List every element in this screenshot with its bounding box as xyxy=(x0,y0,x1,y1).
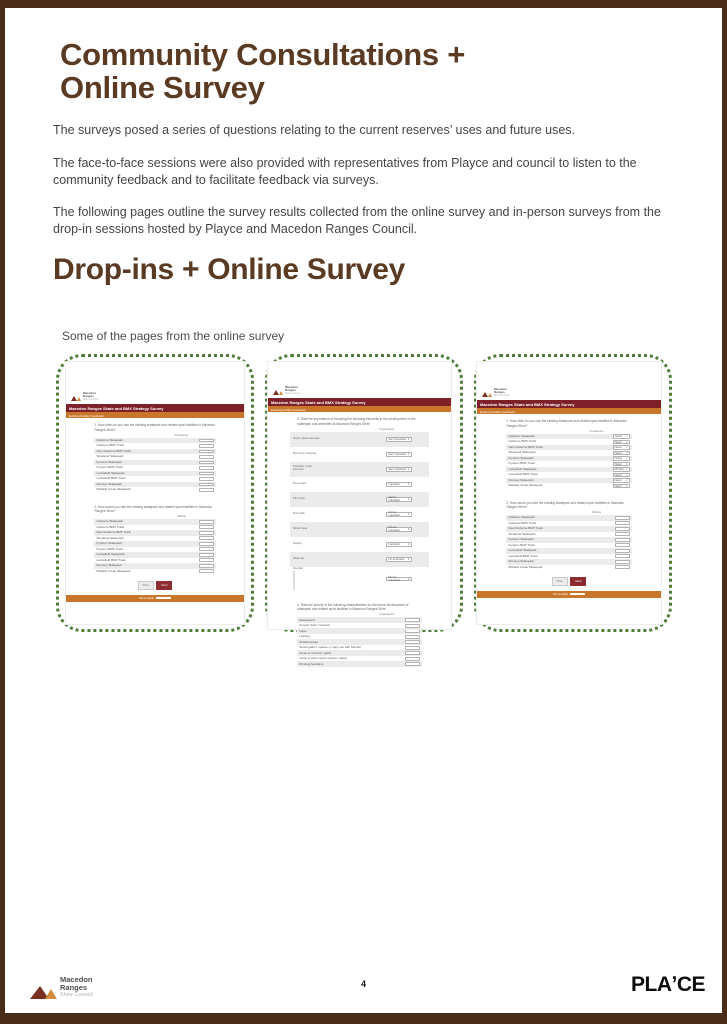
survey-subheader-bar: Existing Facility Feedback xyxy=(66,412,244,418)
text-input xyxy=(615,543,630,547)
survey-photo-row xyxy=(290,552,429,567)
survey-table xyxy=(94,519,215,574)
row-label: Woodend Skatepark xyxy=(508,450,536,455)
importance-select: Not so Important ▾ xyxy=(386,497,412,502)
survey-column-header: Rating xyxy=(177,514,187,519)
text-input xyxy=(615,538,630,542)
text-input xyxy=(405,662,420,666)
row-label: Kyneton BMX Track xyxy=(508,461,535,466)
chevron-down-icon: ▾ xyxy=(626,440,628,444)
row-label: Scooter (kick / vertical) xyxy=(299,623,330,627)
row-label: Drinking fountains xyxy=(299,661,324,666)
survey-table xyxy=(506,434,631,489)
text-input xyxy=(199,564,214,568)
row-label: Woodend Skatepark xyxy=(508,531,536,536)
chevron-down-icon: ▾ xyxy=(626,457,628,460)
survey-page-3 xyxy=(477,362,661,624)
row-label: Gisborne Skatepark xyxy=(508,433,535,438)
row-label: Kyneton BMX Track xyxy=(96,546,123,551)
page-content xyxy=(5,8,722,666)
row-label: Lancefield BMX Track xyxy=(508,472,538,477)
survey-thumbnails-row xyxy=(56,354,692,666)
mountain-icon xyxy=(77,397,81,401)
survey-photo-row xyxy=(290,462,429,477)
chevron-down-icon: ▾ xyxy=(408,513,410,517)
macedon-ranges-logo: Macedon Ranges Shire Council xyxy=(30,976,93,999)
row-label: Gisborne Skatepark xyxy=(508,515,535,520)
text-input xyxy=(405,640,420,644)
text-input xyxy=(405,651,420,655)
importance-select: Not so Important ▾ xyxy=(386,512,412,517)
row-label: Riddells Creek Skatepark xyxy=(96,487,131,492)
text-input xyxy=(405,624,420,628)
text-input xyxy=(405,657,420,661)
frequency-select: Never ▾ xyxy=(614,484,628,488)
photo-caption: Water tap xyxy=(292,556,305,560)
survey-table xyxy=(94,438,215,493)
frequency-select: Never ▾ xyxy=(614,451,628,455)
importance-select: Un-Important ▾ xyxy=(386,557,412,562)
playce-logo: PLAʼCE xyxy=(630,973,705,996)
row-label: Romsey Skatepark xyxy=(508,477,534,482)
survey-subheader-bar: Existing Facility Feedback xyxy=(477,408,661,414)
row-label: Skateboard xyxy=(299,617,315,622)
survey-page-1 xyxy=(66,362,244,624)
photo-caption: Site plan xyxy=(292,567,304,571)
survey-photo-row xyxy=(290,432,429,447)
text-input xyxy=(199,542,214,546)
chevron-down-icon: ▾ xyxy=(626,468,628,471)
row-label: Woodend Skatepark xyxy=(96,535,124,540)
page-footer xyxy=(5,963,722,1005)
survey-nav-buttons xyxy=(66,581,244,590)
chevron-down-icon: ▾ xyxy=(408,558,410,562)
survey-photo-row xyxy=(290,537,429,552)
body-paragraph: The following pages outline the survey results collected from the online survey and in-person surveys from the drop-in sessions hosted by Playce and Macedon Ranges Council. xyxy=(53,205,661,236)
survey-table xyxy=(506,515,631,570)
text-input xyxy=(199,553,214,557)
text-input xyxy=(199,461,214,465)
skatepark-photo xyxy=(293,571,295,590)
photo-caption: Street / plaza elements xyxy=(292,436,320,440)
council-logo-icon: Macedon Ranges Shire Council xyxy=(71,392,244,401)
text-input xyxy=(199,483,214,487)
row-label: Lancefield Skatepark xyxy=(96,552,125,557)
frequency-select: Never ▾ xyxy=(614,473,628,477)
survey-thumbnail-3 xyxy=(474,354,672,632)
survey-question: 1. How often do you use the existing skatepark and related sport facilities in Macedon Ranges Shire? xyxy=(94,423,215,432)
row-label: Gisborne BMX Track xyxy=(508,520,537,525)
photo-caption: Seating xyxy=(292,541,302,545)
survey-thumbnail-1 xyxy=(56,354,254,632)
row-label: Romsey Skatepark xyxy=(96,563,122,568)
row-label: Kyneton BMX Track xyxy=(96,465,123,470)
survey-question: 2. How would you rate the existing skatepark and related sport facilities in Macedon Ranges Shire? xyxy=(506,500,625,509)
row-label: New Gisborne BMX Track xyxy=(508,526,543,531)
text-input xyxy=(199,488,214,492)
row-label: Woodend Skatepark xyxy=(96,454,124,459)
intro-paragraphs xyxy=(53,122,692,237)
row-label: Gisborne BMX Track xyxy=(508,439,537,444)
text-input xyxy=(199,472,214,476)
survey-photo-row xyxy=(290,477,429,492)
text-input xyxy=(199,466,214,470)
importance-select: Important ▾ xyxy=(386,482,412,487)
importance-select: Very Important ▾ xyxy=(386,437,412,442)
row-label: Riddells Creek Skatepark xyxy=(96,568,131,573)
frequency-select: Yearly ▾ xyxy=(614,435,628,438)
survey-question: 1. How often do you use the existing skatepark and related sport facilities in Macedon Ranges Shire? xyxy=(506,419,627,428)
frequency-select: Never ▾ xyxy=(614,479,628,482)
survey-header-bar: Macedon Ranges Skate and BMX Strategy Survey xyxy=(66,404,244,412)
photo-caption: Pump track xyxy=(292,481,307,485)
survey-form-row xyxy=(94,569,215,575)
row-label: Lancefield Skatepark xyxy=(508,548,537,553)
row-label: Romsey Skatepark xyxy=(508,559,534,564)
row-label: Kyneton BMX Track xyxy=(508,542,535,547)
council-logo-icon: Macedon Ranges Shire Council xyxy=(273,386,451,395)
chevron-down-icon: ▾ xyxy=(626,479,628,482)
text-input xyxy=(405,629,420,633)
importance-select: Very Important ▾ xyxy=(386,452,412,457)
text-input xyxy=(199,531,214,535)
text-input xyxy=(199,439,214,443)
text-input xyxy=(615,527,630,531)
survey-column-header: Importance xyxy=(379,612,395,617)
prev-button: Prev xyxy=(138,581,154,590)
row-label: Gisborne Skatepark xyxy=(96,519,123,524)
text-input xyxy=(199,450,214,454)
chevron-down-icon: ▾ xyxy=(626,462,628,466)
row-label: Kyneton Skatepark xyxy=(96,459,122,464)
text-input xyxy=(615,554,630,558)
text-input xyxy=(199,477,214,481)
text-input xyxy=(615,532,630,536)
body-paragraph: The surveys posed a series of questions relating to the current reserves’ uses and future uses. xyxy=(53,123,576,138)
next-button: Next xyxy=(156,581,172,590)
importance-select: Very Important ▾ xyxy=(386,467,412,472)
survey-photo-row xyxy=(290,522,429,537)
row-label: New Gisborne BMX Track xyxy=(96,448,131,453)
row-label: Kyneton Skatepark xyxy=(96,541,122,546)
survey-subheader-bar: Existing Facility Feedback xyxy=(268,406,451,412)
row-label: New Gisborne BMX Track xyxy=(96,530,131,535)
survey-photo-row xyxy=(290,492,429,507)
row-label: Lancefield BMX Track xyxy=(96,476,126,481)
photo-caption: Mini ramp / half pipe xyxy=(292,451,317,455)
survey-question: 4. Rate the priority of the following characteristics for the future development of skatepark and related sport facilities in Macedon Ranges Shire xyxy=(297,603,409,612)
survey-page-2 xyxy=(268,362,451,666)
chevron-down-icon: ▾ xyxy=(408,577,410,581)
survey-photo-row xyxy=(290,507,429,522)
photo-caption: Dirt jumps xyxy=(292,496,305,500)
row-label: Gisborne Skatepark xyxy=(96,437,123,442)
mountain-icon xyxy=(488,393,492,397)
frequency-select: Never ▾ xyxy=(614,446,628,449)
survey-column-header: Frequency xyxy=(174,432,189,437)
row-label: Gisborne BMX Track xyxy=(96,443,125,448)
photo-caption: Transition / bowl elements xyxy=(292,465,312,471)
chevron-down-icon: ▾ xyxy=(626,435,628,438)
survey-column-header: Importance xyxy=(379,426,395,431)
survey-nav-buttons xyxy=(477,577,661,586)
text-input xyxy=(405,635,420,639)
survey-progress-bar: 0% complete xyxy=(477,591,661,598)
row-label: Shaded areas xyxy=(299,639,318,644)
chevron-down-icon: ▾ xyxy=(408,468,410,472)
survey-table xyxy=(297,617,421,667)
text-input xyxy=(405,618,420,622)
row-label: Lancefield Skatepark xyxy=(96,470,125,475)
survey-form-row xyxy=(297,661,421,667)
photo-caption: Flow trails xyxy=(292,511,305,515)
chevron-down-icon: ▾ xyxy=(408,498,410,502)
row-label: New Gisborne BMX Track xyxy=(508,444,543,449)
survey-column-header: Rating xyxy=(592,510,601,515)
text-input xyxy=(199,547,214,551)
row-label: Gisborne BMX Track xyxy=(96,524,125,529)
row-label: Riddells Creek Skatepark xyxy=(508,564,543,569)
mountain-icon xyxy=(279,391,283,395)
text-input xyxy=(615,549,630,553)
survey-photo-row xyxy=(290,447,429,462)
text-input xyxy=(199,520,214,524)
row-label: Kyneton Skatepark xyxy=(508,455,534,460)
survey-thumbnail-2 xyxy=(265,354,463,666)
survey-photo-table xyxy=(290,432,429,591)
text-input xyxy=(199,569,214,573)
row-label: Inline xyxy=(299,628,307,633)
importance-select: Not so Important ▾ xyxy=(386,577,412,582)
frequency-select: Never ▾ xyxy=(614,440,628,444)
survey-progress-bar: 0% complete xyxy=(66,595,244,602)
row-label: Lancefield BMX Track xyxy=(508,553,538,558)
survey-header-bar: Macedon Ranges Skate and BMX Strategy Survey xyxy=(268,398,451,406)
survey-header-bar: Macedon Ranges Skate and BMX Strategy Survey xyxy=(477,400,661,408)
row-label: Close to town centre (shops / cafes) xyxy=(299,656,348,660)
survey-column-header: Frequency xyxy=(589,428,604,433)
chevron-down-icon: ▾ xyxy=(626,484,628,488)
text-input xyxy=(405,646,420,650)
frequency-select: Yearly ▾ xyxy=(614,457,628,460)
survey-form-row xyxy=(506,565,631,571)
row-label: Lancefield Skatepark xyxy=(508,466,537,471)
survey-photo-row xyxy=(290,567,429,591)
chevron-down-icon: ▾ xyxy=(626,451,628,455)
chevron-down-icon: ▾ xyxy=(408,528,410,532)
next-button: Next xyxy=(570,577,586,586)
thumbnails-caption: Some of the pages from the online survey xyxy=(62,329,285,344)
text-input xyxy=(199,536,214,540)
chevron-down-icon: ▾ xyxy=(408,543,410,547)
frequency-select: Never ▾ xyxy=(614,462,628,466)
text-input xyxy=(615,565,630,569)
progress-indicator xyxy=(156,597,171,600)
survey-question: 2. How would you rate the existing skatepark and related sport facilities in Macedon Ranges Shire? xyxy=(94,504,213,513)
text-input xyxy=(615,521,630,525)
importance-select: Not so Important ▾ xyxy=(386,527,412,532)
row-label: Romsey Skatepark xyxy=(96,481,122,486)
page-number: 4 xyxy=(360,979,366,989)
frequency-select: Monthly ▾ xyxy=(614,468,628,471)
chevron-down-icon: ▾ xyxy=(408,483,410,487)
text-input xyxy=(615,516,630,520)
prev-button: Prev xyxy=(552,577,568,586)
photo-caption: Shelter area xyxy=(292,526,308,530)
row-label: Close to schools / paths xyxy=(299,650,332,655)
chevron-down-icon: ▾ xyxy=(408,453,410,457)
chevron-down-icon: ▾ xyxy=(626,473,628,477)
row-label: Kyneton Skatepark xyxy=(508,537,534,542)
chevron-down-icon: ▾ xyxy=(626,446,628,449)
chevron-down-icon: ▾ xyxy=(408,438,410,442)
section-heading: Drop-ins + Online Survey xyxy=(53,253,406,287)
text-input xyxy=(615,560,630,564)
row-label: Social gather. spaces (+ hang out with friends) xyxy=(299,645,361,649)
row-label: Riddells Creek Skatepark xyxy=(508,483,543,488)
row-label: Lighting xyxy=(299,634,310,638)
survey-question: 3. Rate the importance of including the following elements in the development of the skatepark and amenities at Macedon Ranges Shire xyxy=(297,417,416,426)
text-input xyxy=(199,525,214,529)
text-input xyxy=(199,444,214,448)
council-logo-icon: Macedon Ranges Shire Council xyxy=(482,388,661,397)
text-input xyxy=(199,455,214,459)
importance-select: Important ▾ xyxy=(386,542,412,547)
body-paragraph: The face-to-face sessions were also provided with representatives from Playce and council to listen to the community feedback and to facilitate feedback via surveys. xyxy=(53,155,637,187)
row-label: Lancefield BMX Track xyxy=(96,557,126,562)
text-input xyxy=(199,558,214,562)
page-title: Community Consultations + Online Survey xyxy=(60,37,465,106)
progress-indicator xyxy=(570,593,585,596)
